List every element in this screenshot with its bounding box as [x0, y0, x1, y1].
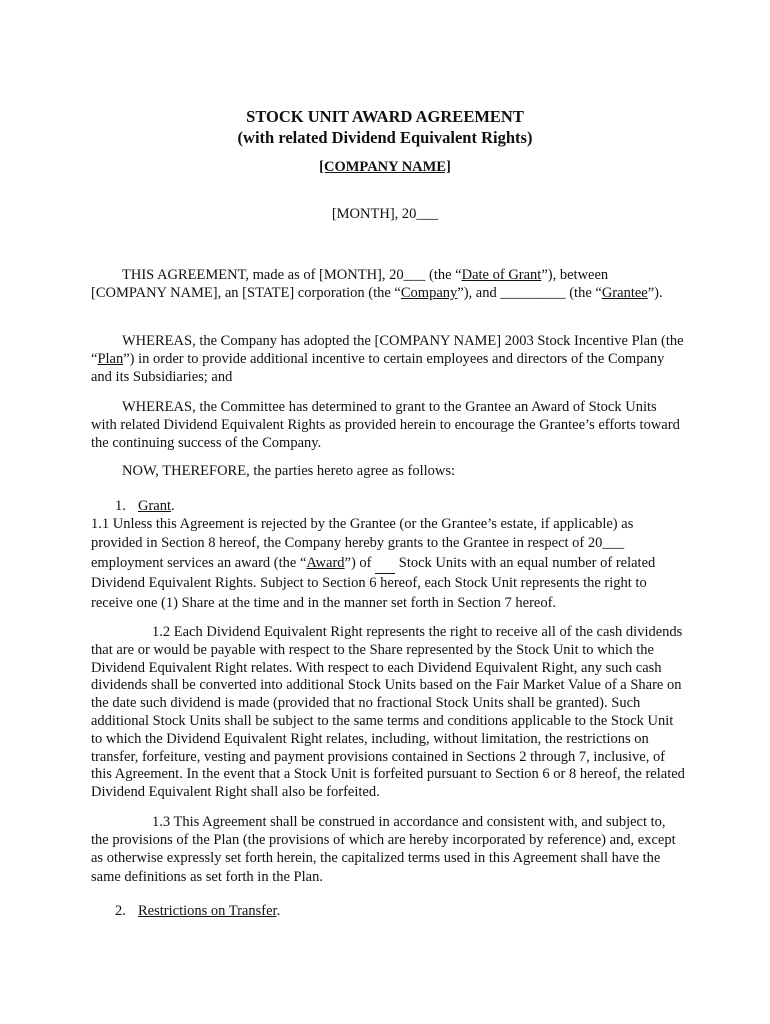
- whereas-paragraph-1: WHEREAS, the Company has adopted the [COMPANY NAME] 2003 Stock Incentive Plan (the “Plan”) in order to provide additional incentive to certain employees and directors of the Company and its Subsidiaries; and: [91, 333, 684, 386]
- agreement-date: [MONTH], 20___: [331, 206, 439, 222]
- section-1-1-paragraph: 1.1 Unless this Agreement is rejected by the Grantee (or the Grantee’s estate, if applicable) as provided in Section 8 hereof, the Company hereby grants to the Grantee in respect of 20___ employment services an award (the “Award”) of Stock Units with an equal number of related Dividend Equivalent Rights. Subject to Section 6 hereof, each Stock Unit represents the right to receive one (1) Share at the time and in the manner set forth in Section 7 hereof.: [91, 516, 656, 611]
- whereas-paragraph-2: WHEREAS, the Committee has determined to grant to the Grantee an Award of Stock Units with related Dividend Equivalent Rights as provided herein to encourage the Grantee’s efforts toward the continuing success of the Company.: [91, 399, 680, 452]
- intro-paragraph-1: THIS AGREEMENT, made as of [MONTH], 20___ (the “Date of Grant”), between [COMPANY NAME], an [STATE] corporation (the “Company”), and _________ (the “Grantee”).: [91, 267, 663, 302]
- defined-term-date-of-grant: Date of Grant: [461, 267, 542, 283]
- units-blank: [375, 554, 395, 574]
- now-therefore-paragraph: NOW, THEREFORE, the parties hereto agree as follows:: [122, 463, 456, 479]
- section-2-heading: 2. Restrictions on Transfer.: [115, 903, 281, 919]
- title-block: [0, 106, 770, 148]
- document-title: STOCK UNIT AWARD AGREEMENT: [246, 107, 524, 126]
- defined-term-company: Company: [400, 285, 458, 302]
- defined-term-grantee: Grantee: [601, 285, 648, 302]
- document-subtitle: (with related Dividend Equivalent Rights): [237, 128, 533, 147]
- defined-term-award: Award: [306, 554, 345, 571]
- section-1-3-paragraph: 1.3 This Agreement shall be construed in accordance and consistent with, and subject to, the provisions of the Plan (the provisions of which are hereby incorporated by reference) and, except as otherwise expressly set forth herein, the capitalized terms used in this Agreement shall have the same definitions as set forth in the Plan.: [91, 814, 676, 885]
- defined-term-plan: Plan: [97, 351, 124, 368]
- section-1-heading: 1. Grant.: [115, 498, 175, 514]
- section-1-2-paragraph: 1.2 Each Dividend Equivalent Right represents the right to receive all of the cash dividends that are or would be payable with respect to the Share represented by the Stock Unit to which the Dividend Equivalent Right relates. With respect to each Dividend Equivalent Right, any such cash dividends shall be converted into additional Stock Units based on the Fair Market Value of a Share on the date such dividend is made (provided that no fractional Stock Units shall be granted). Such additional Stock Units shall be subject to the same terms and conditions applicable to the Stock Unit to which the Dividend Equivalent Right relates, including, without limitation, the restrictions on transfer, forfeiture, vesting and payment provisions contained in Sections 2 through 7, inclusive, of this Agreement. In the event that a Stock Unit is forfeited pursuant to Section 6 or 8 hereof, the related Dividend Equivalent Right shall also be forfeited.: [91, 624, 685, 801]
- company-name: [COMPANY NAME]: [319, 159, 451, 175]
